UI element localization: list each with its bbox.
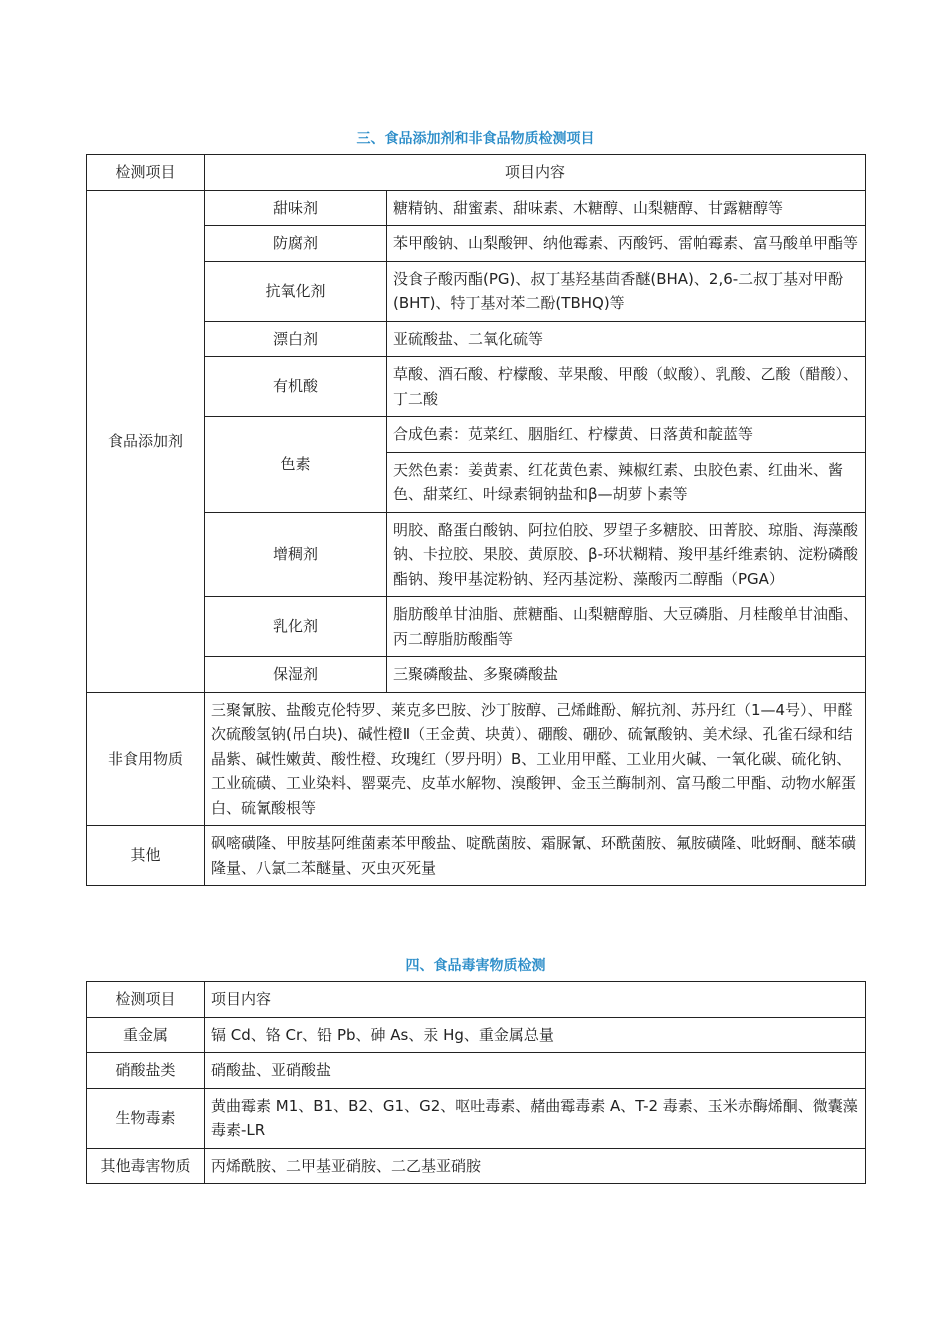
subcategory-cell: 漂白剂 (205, 321, 387, 357)
subcategory-cell: 有机酸 (205, 357, 387, 417)
content-cell: 苯甲酸钠、山梨酸钾、纳他霉素、丙酸钙、雷帕霉素、富马酸单甲酯等 (387, 226, 866, 262)
subcategory-cell: 增稠剂 (205, 512, 387, 597)
header-cell-item: 检测项目 (87, 155, 205, 191)
additives-table (86, 154, 866, 886)
table-header-row (87, 155, 866, 191)
content-cell: 砜嘧磺隆、甲胺基阿维菌素苯甲酸盐、啶酰菌胺、霜脲氰、环酰菌胺、氟胺磺隆、吡蚜酮、醚苯磺隆量、八氯二苯醚量、灭虫灭死量 (205, 826, 866, 886)
table-header-row (87, 982, 866, 1018)
content-cell: 脂肪酸单甘油脂、蔗糖酯、山梨糖醇脂、大豆磷脂、月桂酸单甘油酯、丙二醇脂肪酸酯等 (387, 597, 866, 657)
table-row (87, 190, 866, 226)
category-cell: 重金属 (87, 1017, 205, 1053)
category-cell-other: 其他 (87, 826, 205, 886)
category-cell-additives: 食品添加剂 (87, 190, 205, 692)
content-cell: 糖精钠、甜蜜素、甜味素、木糖醇、山梨糖醇、甘露糖醇等 (387, 190, 866, 226)
table-row (87, 1053, 866, 1089)
content-cell: 合成色素：苋菜红、胭脂红、柠檬黄、日落黄和靛蓝等 (387, 417, 866, 453)
subcategory-cell: 色素 (205, 417, 387, 513)
header-cell-content: 项目内容 (205, 155, 866, 191)
content-cell: 没食子酸丙酯(PG)、叔丁基羟基茴香醚(BHA)、2,6-二叔丁基对甲酚(BHT)、特丁基对苯二酚(TBHQ)等 (387, 261, 866, 321)
subcategory-cell: 防腐剂 (205, 226, 387, 262)
table-row (87, 1148, 866, 1184)
header-cell-item: 检测项目 (87, 982, 205, 1018)
subcategory-cell: 乳化剂 (205, 597, 387, 657)
content-cell: 草酸、酒石酸、柠檬酸、苹果酸、甲酸（蚁酸）、乳酸、乙酸（醋酸）、丁二酸 (387, 357, 866, 417)
category-cell: 硝酸盐类 (87, 1053, 205, 1089)
table-row (87, 692, 866, 826)
content-cell: 硝酸盐、亚硝酸盐 (205, 1053, 866, 1089)
category-cell-nonfood: 非食用物质 (87, 692, 205, 826)
category-cell: 生物毒素 (87, 1088, 205, 1148)
content-cell: 三聚磷酸盐、多聚磷酸盐 (387, 657, 866, 693)
content-cell: 天然色素：姜黄素、红花黄色素、辣椒红素、虫胶色素、红曲米、酱色、甜菜红、叶绿素铜钠盐和β—胡萝卜素等 (387, 452, 866, 512)
content-cell: 三聚氰胺、盐酸克伦特罗、莱克多巴胺、沙丁胺醇、己烯雌酚、解抗剂、苏丹红（1—4号）、甲醛次硫酸氢钠(吊白块)、碱性橙Ⅱ（王金黄、块黄）、硼酸、硼砂、硫氰酸钠、美术绿、孔雀石绿和结晶紫、碱性嫩黄、酸性橙、玫瑰红（罗丹明）B、工业用甲醛、工业用火碱、一氧化碳、硫化钠、工业硫磺、工业染料、罂粟壳、皮革水解物、溴酸钾、金玉兰酶制剂、富马酸二甲酯、动物水解蛋白、硫氰酸根等 (205, 692, 866, 826)
section4-title: 四、食品毒害物质检测 (405, 958, 546, 974)
table-row (87, 826, 866, 886)
subcategory-cell: 抗氧化剂 (205, 261, 387, 321)
content-cell: 明胶、酪蛋白酸钠、阿拉伯胶、罗望子多糖胶、田菁胶、琼脂、海藻酸钠、卡拉胶、果胶、黄原胶、β-环状糊精、羧甲基纤维素钠、淀粉磷酸酯钠、羧甲基淀粉钠、羟丙基淀粉、藻酸丙二醇酯（PGA） (387, 512, 866, 597)
header-cell-content: 项目内容 (205, 982, 866, 1018)
table-row (87, 1088, 866, 1148)
subcategory-cell: 保湿剂 (205, 657, 387, 693)
section3-title: 三、食品添加剂和非食品物质检测项目 (356, 131, 595, 147)
table-row (87, 1017, 866, 1053)
content-cell: 黄曲霉素 M1、B1、B2、G1、G2、呕吐毒素、赭曲霉毒素 A、T-2 毒素、玉米赤酶烯酮、微囊藻毒素-LR (205, 1088, 866, 1148)
subcategory-cell: 甜味剂 (205, 190, 387, 226)
content-cell: 丙烯酰胺、二甲基亚硝胺、二乙基亚硝胺 (205, 1148, 866, 1184)
toxins-table (86, 981, 866, 1184)
content-cell: 亚硫酸盐、二氧化硫等 (387, 321, 866, 357)
content-cell: 镉 Cd、铬 Cr、铅 Pb、砷 As、汞 Hg、重金属总量 (205, 1017, 866, 1053)
category-cell: 其他毒害物质 (87, 1148, 205, 1184)
